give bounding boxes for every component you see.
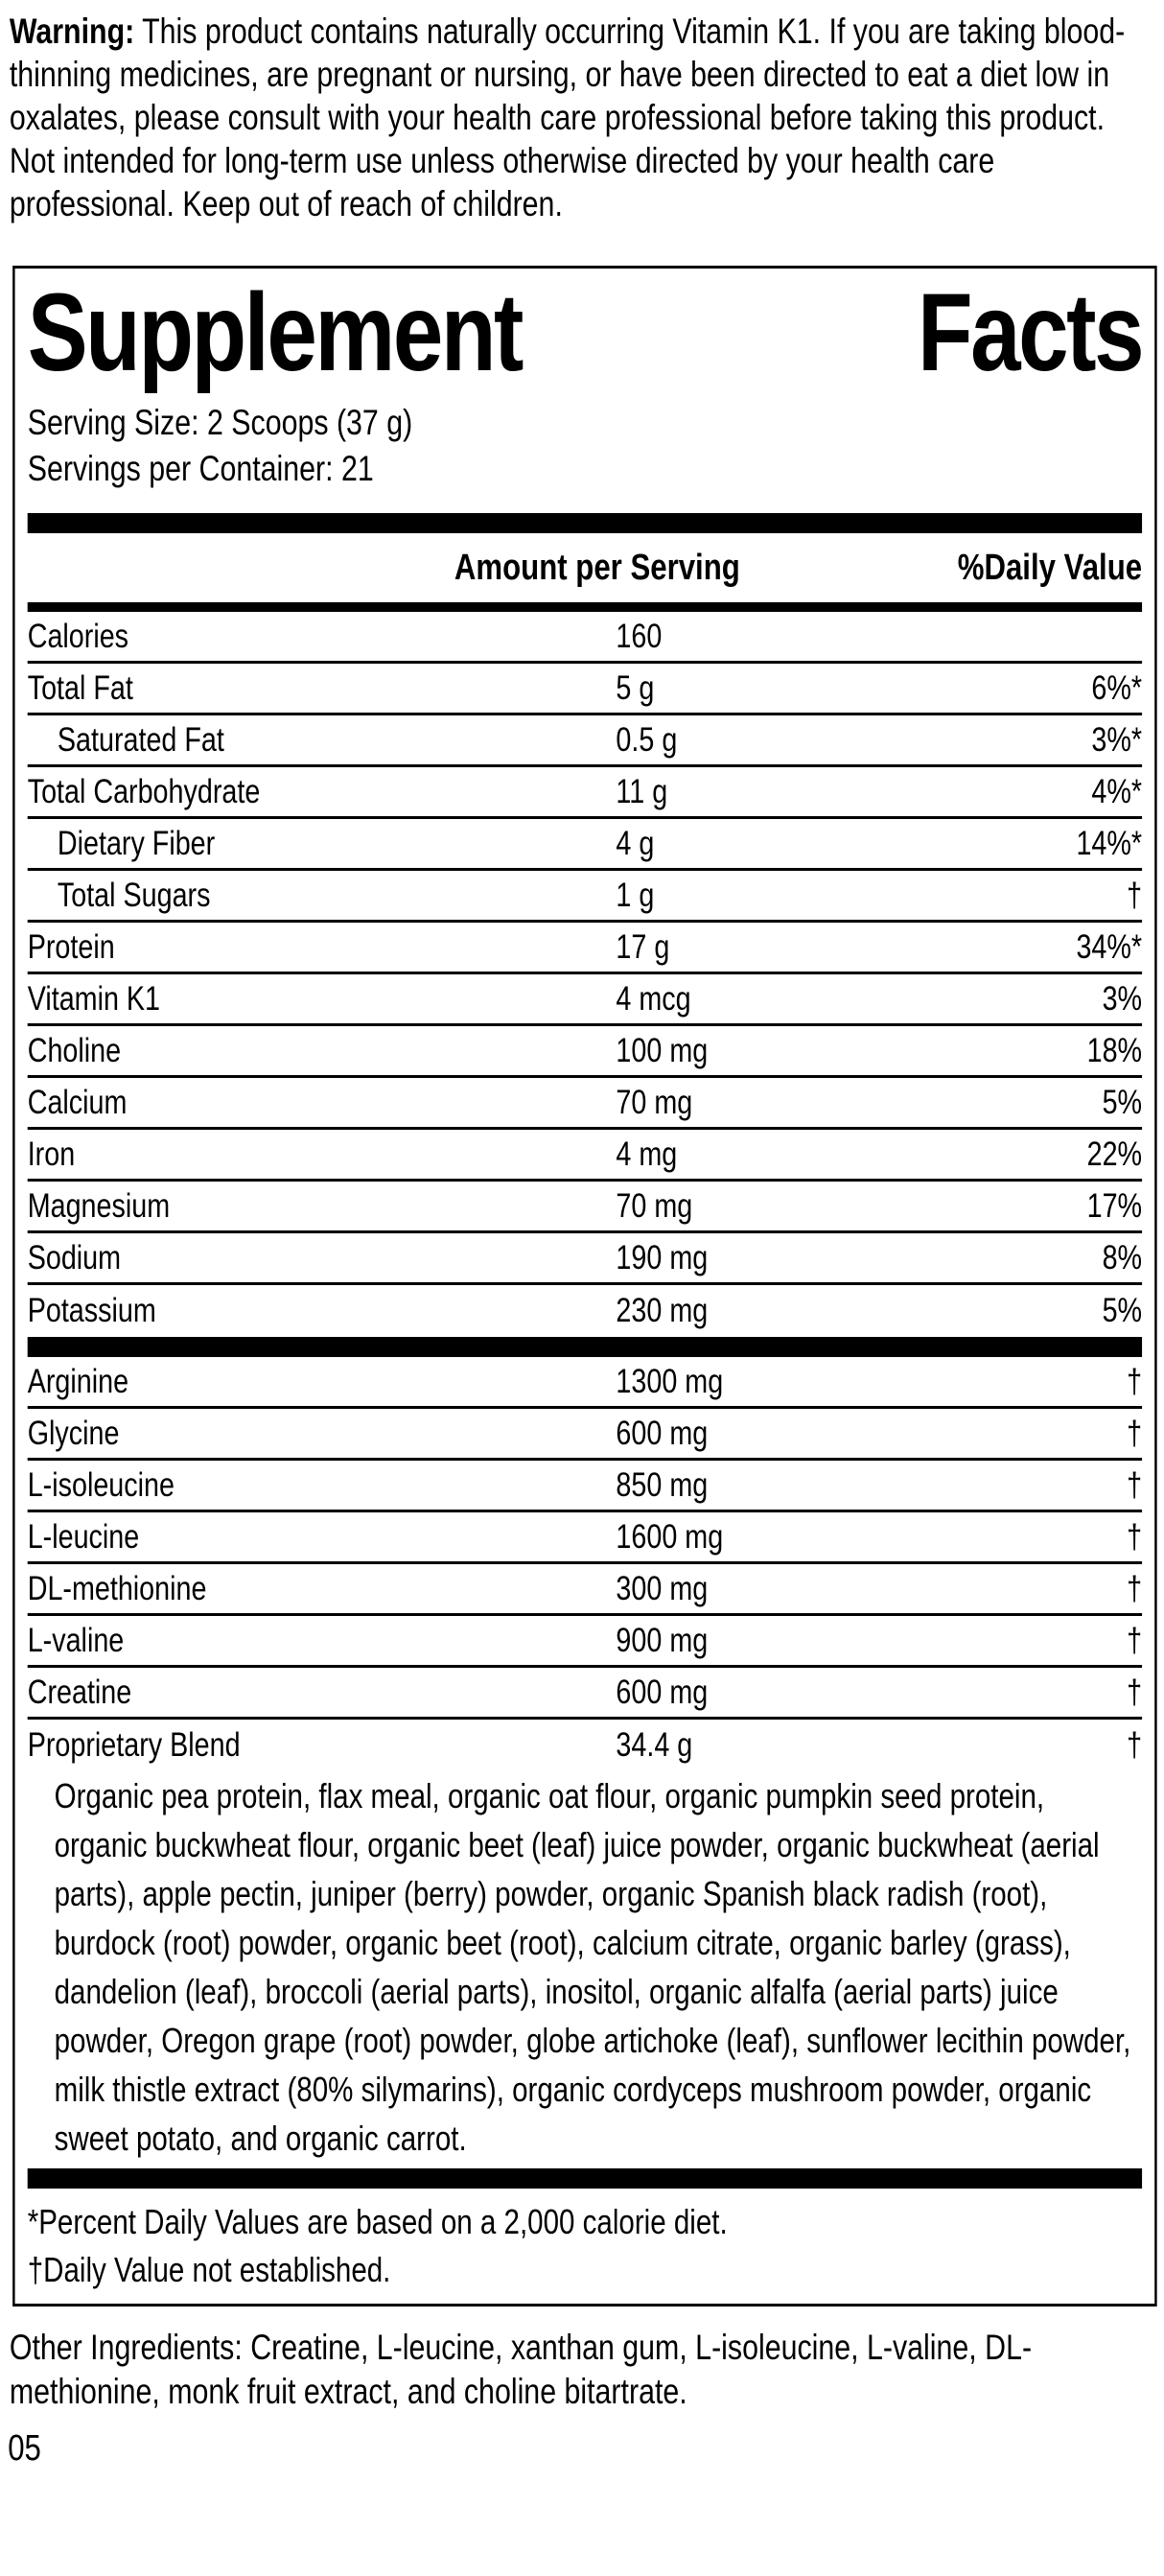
title-word-supplement: Supplement xyxy=(27,271,522,394)
nutrient-dv: 3% xyxy=(1102,979,1143,1018)
nutrient-name: Calcium xyxy=(27,1083,128,1121)
nutrient-row xyxy=(28,1233,1142,1285)
amino-name: Creatine xyxy=(27,1673,132,1711)
nutrient-amount: 11 g xyxy=(616,772,668,810)
nutrient-row xyxy=(28,664,1142,715)
nutrient-row xyxy=(28,819,1142,871)
nutrient-amount: 17 g xyxy=(616,927,670,966)
nutrient-name: Saturated Fat xyxy=(57,720,224,759)
nutrient-dv: 5% xyxy=(1102,1083,1143,1121)
nutrient-dv: 14%* xyxy=(1076,824,1143,862)
nutrient-name: Potassium xyxy=(27,1292,156,1329)
nutrient-dv: † xyxy=(1127,876,1143,914)
nutrient-amount: 230 mg xyxy=(616,1292,709,1329)
nutrient-row xyxy=(28,871,1142,923)
nutrient-row xyxy=(28,1026,1142,1078)
nutrient-dv: 18% xyxy=(1086,1031,1143,1069)
nutrient-dv: 17% xyxy=(1086,1186,1143,1225)
nutrients-section xyxy=(28,612,1142,1337)
amino-amount: 900 mg xyxy=(616,1621,709,1659)
nutrient-row xyxy=(28,974,1142,1026)
amino-name: Arginine xyxy=(27,1362,129,1400)
amino-row xyxy=(28,1409,1142,1461)
amino-row xyxy=(28,1564,1142,1616)
amino-dv: † xyxy=(1127,1414,1143,1452)
nutrient-amount: 160 xyxy=(616,617,663,655)
divider-bar xyxy=(28,602,1142,612)
blend-description: Organic pea protein, flax meal, organic oat flour, organic pumpkin seed protein, organic buckwheat flour, organic beet (leaf) juice powder, organic buckwheat (aerial parts), apple pectin, juniper (berry) powder, organic Spanish black radish (root), burdock (root) powder, organic beet (root), calcium citrate, organic barley (grass), dandelion (leaf), broccoli (aerial parts), inositol, organic alfalfa (aerial parts) juice powder, Oregon grape (root) powder, globe artichoke (leaf), sunflower lecithin powder, milk thistle extract (80% silymarins), organic cordyceps mushroom powder, organic sweet potato, and organic carrot. xyxy=(54,1776,1131,2158)
nutrient-row xyxy=(28,612,1142,664)
divider-bar xyxy=(28,513,1142,533)
amino-amount: 1600 mg xyxy=(616,1517,724,1556)
amino-row xyxy=(28,1357,1142,1409)
table-header xyxy=(28,533,1142,602)
amino-dv: † xyxy=(1127,1621,1143,1659)
nutrient-row xyxy=(28,767,1142,819)
amino-row xyxy=(28,1668,1142,1720)
amino-row xyxy=(28,1512,1142,1564)
nutrient-amount: 70 mg xyxy=(616,1186,693,1225)
nutrient-row xyxy=(28,1182,1142,1233)
blend-dv: † xyxy=(1127,1726,1143,1764)
nutrient-row xyxy=(28,1285,1142,1337)
other-ingredients: Other Ingredients: Creatine, L-leucine, xanthan gum, L-isoleucine, L-valine, DL-methionine, monk fruit extract, and choline bitartrate. xyxy=(9,2328,1033,2411)
amount-per-serving-header: Amount per Serving xyxy=(454,547,740,588)
amino-row xyxy=(28,1616,1142,1668)
nutrient-name: Vitamin K1 xyxy=(27,979,161,1018)
amino-dv: † xyxy=(1127,1517,1143,1556)
amino-dv: † xyxy=(1127,1362,1143,1400)
nutrient-row xyxy=(28,923,1142,974)
nutrient-dv: 22% xyxy=(1086,1135,1143,1173)
nutrient-dv: 8% xyxy=(1102,1238,1143,1276)
nutrient-amount: 4 g xyxy=(616,824,655,862)
page-number: 05 xyxy=(8,2428,41,2469)
supplement-facts-panel xyxy=(12,266,1157,2307)
amino-amount: 850 mg xyxy=(616,1465,709,1504)
nutrient-amount: 0.5 g xyxy=(616,720,678,759)
nutrient-name: Iron xyxy=(27,1135,76,1173)
serving-info xyxy=(28,400,1142,492)
nutrient-dv: 3%* xyxy=(1091,720,1143,759)
amino-name: Glycine xyxy=(27,1414,120,1452)
nutrient-name: Choline xyxy=(27,1031,122,1069)
nutrient-name: Total Carbohydrate xyxy=(27,772,261,810)
amino-amount: 600 mg xyxy=(616,1673,709,1711)
nutrient-name: Sodium xyxy=(27,1238,122,1276)
servings-per-container: Servings per Container: 21 xyxy=(27,449,374,488)
nutrient-amount: 100 mg xyxy=(616,1031,709,1069)
amino-name: L-isoleucine xyxy=(27,1465,175,1504)
amino-name: DL-methionine xyxy=(27,1569,207,1607)
footnotes-section xyxy=(28,2189,1142,2304)
warning-label: Warning: xyxy=(9,12,135,51)
label-page xyxy=(0,10,1164,2468)
blend-name: Proprietary Blend xyxy=(27,1726,241,1764)
nutrient-amount: 190 mg xyxy=(616,1238,709,1276)
amino-amount: 1300 mg xyxy=(616,1362,724,1400)
amino-amount: 600 mg xyxy=(616,1414,709,1452)
warning-body: This product contains naturally occurring Vitamin K1. If you are taking blood-thinning medicines, are pregnant or nursing, or have been directed to eat a diet low in oxalates, please consult with your health care professional before taking this product. Not intended for long-term use unless otherwise directed by your health care professional. Keep out of reach of children. xyxy=(9,12,1126,223)
nutrient-name: Total Fat xyxy=(27,668,133,707)
nutrient-row xyxy=(28,1130,1142,1182)
nutrient-row xyxy=(28,1078,1142,1130)
amino-row xyxy=(28,1461,1142,1512)
serving-size: Serving Size: 2 Scoops (37 g) xyxy=(27,403,413,442)
footnote-percent-dv: *Percent Daily Values are based on a 2,000 calorie diet. xyxy=(27,2202,728,2241)
daily-value-header: %Daily Value xyxy=(957,547,1143,588)
proprietary-blend-row xyxy=(28,1720,1142,1771)
amino-dv: † xyxy=(1127,1569,1143,1607)
warning-text xyxy=(10,10,1150,225)
nutrient-amount: 4 mg xyxy=(616,1135,678,1173)
nutrient-amount: 70 mg xyxy=(616,1083,693,1121)
panel-content xyxy=(15,271,1155,2304)
amino-name: L-valine xyxy=(27,1621,125,1659)
nutrient-name: Calories xyxy=(27,617,129,655)
nutrient-row xyxy=(28,715,1142,767)
nutrient-name: Protein xyxy=(27,927,115,966)
panel-title xyxy=(27,271,1143,394)
amino-amount: 300 mg xyxy=(616,1569,709,1607)
nutrient-amount: 1 g xyxy=(616,876,655,914)
amino-dv: † xyxy=(1127,1465,1143,1504)
title-word-facts: Facts xyxy=(917,271,1143,394)
nutrient-dv: 6%* xyxy=(1091,668,1143,707)
divider-bar xyxy=(28,2168,1142,2189)
nutrient-amount: 5 g xyxy=(616,668,655,707)
blend-amount: 34.4 g xyxy=(616,1726,693,1764)
amino-name: L-leucine xyxy=(27,1517,140,1556)
nutrient-amount: 4 mcg xyxy=(616,979,691,1018)
nutrient-dv: 34%* xyxy=(1076,927,1143,966)
nutrient-dv: 5% xyxy=(1102,1292,1143,1329)
amino-dv: † xyxy=(1127,1673,1143,1711)
divider-bar xyxy=(28,1337,1142,1357)
footnote-dagger: †Daily Value not established. xyxy=(27,2250,391,2289)
nutrient-name: Magnesium xyxy=(27,1186,171,1225)
amino-acids-section xyxy=(28,1357,1142,1720)
nutrient-name: Dietary Fiber xyxy=(57,824,216,862)
nutrient-name: Total Sugars xyxy=(57,876,211,914)
nutrient-dv: 4%* xyxy=(1091,772,1143,810)
